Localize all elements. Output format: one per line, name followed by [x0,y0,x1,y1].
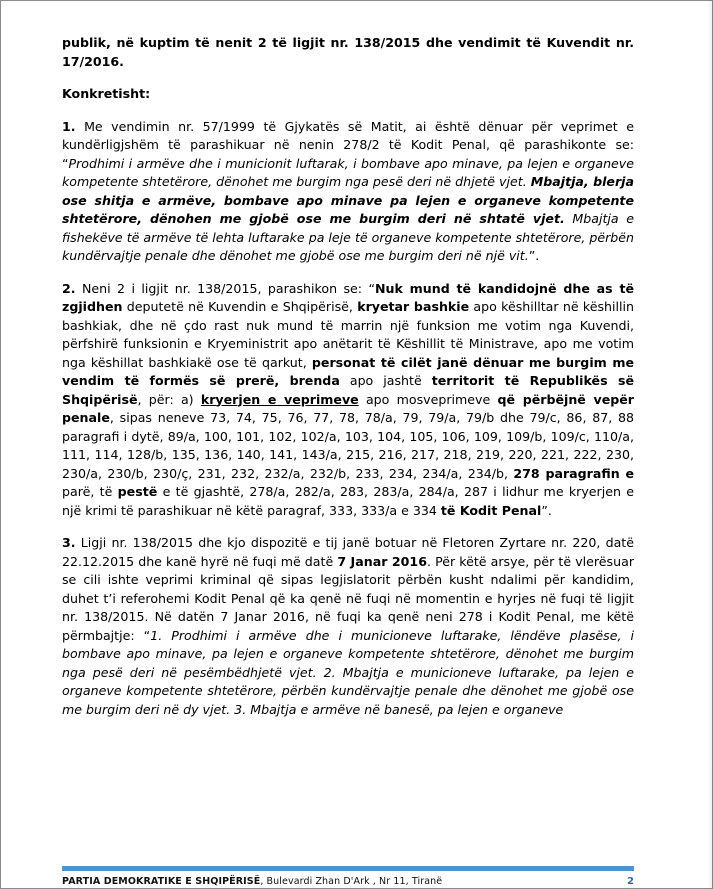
item-2-text-8: e të gjashtë, 278/a, 282/a, 283, 283/a, 284/a, 287 i lidhur me kryerjen e një krimi të parashikuar në këtë paragraf, 333, 333/a e 334 [62,484,635,518]
item-2-bold-2: kryetar bashkie [357,299,470,314]
item-3-text-1: Ligji nr. 138/2015 dhe kjo dispozitë e tij janë botuar në Fletoren Zyrtare nr. 220, datë 22.12.2015 dhe kanë hyrë në fuqi më datë [62,535,634,569]
section-heading-konkretisht: Konkretisht: [62,86,151,101]
item-2-text-4: apo jashtë [339,373,432,388]
numbered-item-1 [62,118,634,266]
item-2-text-2: deputetë në Kuvendin e Shqipërisë, [122,299,358,314]
item-1-quote-bolditalic: Mbajtja, blerja ose shitja e armëve, bombave apo minave pa lejen e organeve kompetente shtetërore, dënohen me gjobë ose me burgim deri në shtatë vjet. [62,174,634,226]
item-1-quote-italic-1: Prodhimi i armëve dhe i municionit luftarak, i bombave apo minave, pa lejen e organeve kompetente shtetërore, dënohet me burgim nga pesë deri në dhjetë vjet. [62,155,634,189]
footer-divider [62,866,634,871]
item-3-number: 3. [62,535,76,550]
item-1-text-1: Me vendimin nr. 57/1999 të Gjykatës së Matit, ai është dënuar për veprimet e kundërligjshëm të parashikuar në nenin 278/2 të Kodit Penal, që parashikonte se: “ [62,118,634,171]
item-3-bold-date: 7 Janar 2016 [337,553,427,569]
item-2-text-1: Neni 2 i ligjit nr. 138/2015, parashikon se: “ [75,280,375,296]
item-2-text-3: apo këshilltar në këshillin bashkiak, dhe në çdo rast nuk mund të marrin një funksion me votim nga Kuvendi, përfshirë funksionin e Kryeministrit apo anëtarit të Këshillit të Ministrave, apo me votim nga këshillat bashkiakë ose të qarkut, [62,299,634,370]
item-2-bold-3: personat të cilët janë dënuar me burgim me vendim të formës së prerë, brenda [62,354,634,388]
footer-address: , Bulevardi Zhan D'Ark , Nr 11, Tiranë [260,876,443,887]
numbered-item-2 [62,280,634,521]
page-footer [62,876,634,887]
item-2-bold-8: të Kodit Penal [440,502,542,518]
scan-edge-shadow [707,0,713,889]
item-2-number: 2. [62,280,76,296]
item-1-text-end: ”. [528,248,540,263]
item-2-bold-7: pestë [117,484,158,499]
item-2-bold-5: që përbëjnë vepër penale [62,391,634,425]
paragraph-continuation: publik, në kuptim të nenit 2 të ligjit nr. 138/2015 dhe vendimit të Kuvendit nr. 17/2016. [62,35,634,69]
footer-party-name: PARTIA DEMOKRATIKE E SHQIPËRISË [62,876,261,887]
item-3-quote-italic: 1. Prodhimi i armëve dhe i municioneve luftarake, lëndëve plasëse, i bombave apo minave, pa lejen e organeve kompetente shtetërore, dënohet me burgim nga pesë deri në pesëmbëdhjetë vjet. 2. Mbajtja e municioneve luftarake, pa lejen e organeve kompetente shtetërore, përbën kundërvajtje penale dhe dënohet me gjobë ose me burgim deri në dy vjet. 3. Mbajtja e armëve në banesë, pa lejen e organeve [62,627,635,717]
document-body [62,34,634,733]
item-2-bold-4: territorit të Republikës së Shqipërisë [62,373,635,407]
page-number: 2 [627,876,634,887]
item-2-text-6: apo mosveprimeve [358,391,498,407]
item-2-text-5: , për: a) [137,391,201,407]
item-2-text-end: ”. [541,502,552,518]
item-2-bold-1: Nuk mund të kandidojnë dhe as të zgjidhen [62,280,635,314]
item-2-text-7: parë, të [62,484,118,499]
numbered-item-3 [62,534,634,719]
item-1-number: 1. [62,118,76,134]
footer-address-line [62,876,442,887]
item-2-bold-underline: kryerjen e veprimeve [200,391,359,407]
item-1-quote-italic-2: Mbajtja e fishekëve të armëve të lehta luftarake pa leje të organeve kompetente shtetërore, përbën kundërvajtje penale dhe dënohet me gjobë ose me burgim deri në një vit. [62,211,634,263]
item-2-bold-6: 278 paragrafin e [513,465,634,481]
item-3-text-2: . Për këtë arsye, për të vlerësuar se cili ishte veprimi kriminal që sipas legjislatorit përbën kusht ndalimi për kandidim, duhet t’i referohemi Kodit Penal që ka qenë në fuqi në momentin e hyrjes në fuqi të ligjit nr. 138/2015. Në datën 7 Janar 2016, në fuqi ka qenë neni 278 i Kodit Penal, me këtë përmbajtje: “ [62,553,634,643]
item-2-article-list: , sipas neneve 73, 74, 75, 76, 77, 78, 78/a, 79, 79/a, 79/b dhe 79/c, 86, 87, 88 paragrafi i dytë, 89/a, 100, 101, 102, 102/a, 103, 104, 105, 106, 109, 109/b, 109/c, 110/a, 111, 114, 128/b, 135, 136, 140, 141, 143/a, 215, 216, 217, 218, 219, 220, 221, 222, 230, 230/a, 230/b, 230/ç, 231, 232, 232/a, 232/b, 233, 234, 234/a, 234/b, [62,410,634,481]
